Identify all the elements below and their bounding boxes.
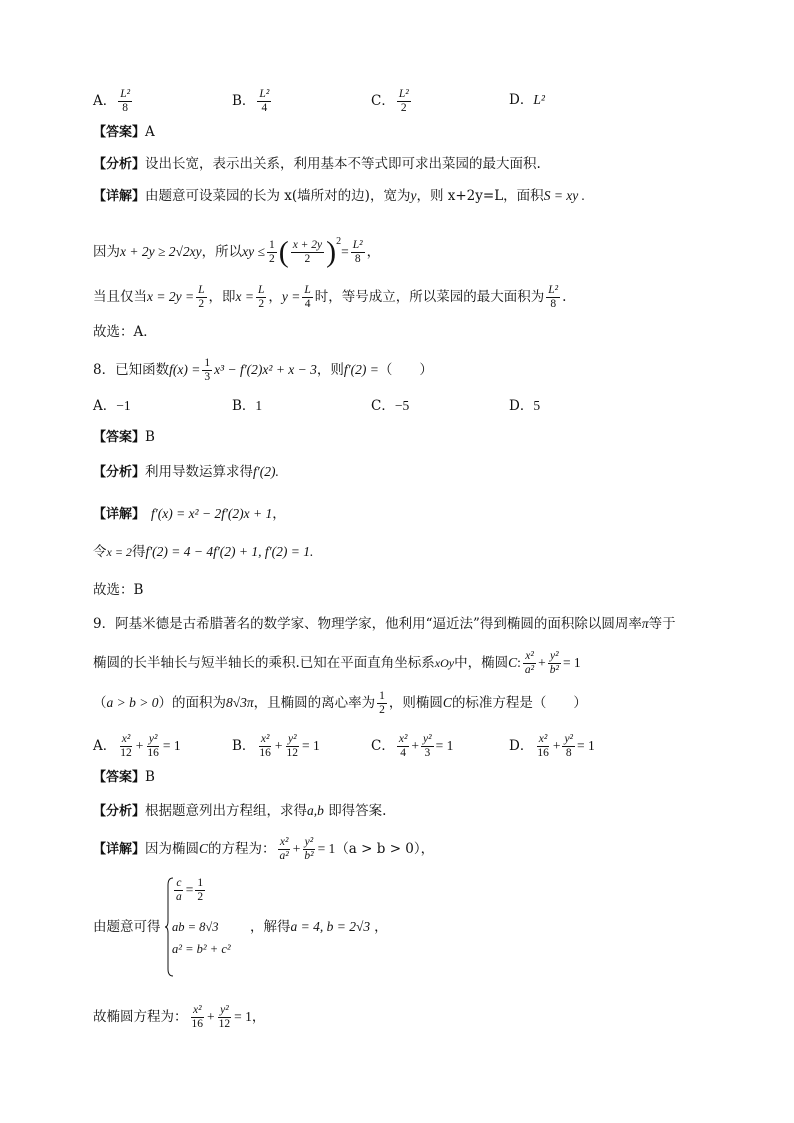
fraction-denominator: a [176, 891, 182, 903]
q9-option-d [509, 733, 595, 760]
detail-text: ， [420, 841, 435, 857]
option-letter: B． [232, 738, 256, 754]
math-op: + [207, 1009, 215, 1024]
math-op: = 1 [577, 738, 595, 753]
math-op: = 1 [435, 738, 454, 753]
detail-text: 的方程为： [208, 841, 276, 857]
math-fraction [257, 733, 273, 760]
q7-option-b [232, 88, 273, 115]
math-fraction [291, 239, 324, 266]
q8-option-d [509, 394, 540, 414]
detail-text: （a > b > 0） [335, 841, 421, 857]
detail-text: 因为椭圆 [145, 841, 200, 857]
q9-detail-line [93, 836, 434, 863]
option-fraction [257, 88, 271, 115]
math-expr: xy ≤ [242, 244, 265, 259]
option-letter: D． [509, 92, 534, 108]
math-fraction [421, 733, 434, 760]
math-expr: f′(2). [253, 464, 279, 479]
q9-stem-line1 [93, 614, 676, 634]
step-text: 时，等号成立，所以菜园的最大面积为 [314, 289, 545, 305]
question-text: ）的面积为 [158, 695, 226, 711]
fraction-numerator: L² [120, 88, 131, 100]
fraction-denominator: 4 [261, 102, 268, 114]
q9-system-prefix [93, 917, 161, 937]
math-fraction [190, 1004, 206, 1031]
analysis-text: 设出长宽，表示出关系，利用基本不等式即可求出菜园的最大面积. [145, 156, 541, 172]
conclusion-text: 故选：B [93, 582, 144, 598]
math-expr: f(x) = [169, 362, 201, 377]
q7-detail-line [93, 186, 585, 207]
math-fraction [278, 836, 291, 863]
exponent: 2 [336, 236, 342, 247]
option-letter: A． [93, 93, 117, 109]
answer-value: B [145, 429, 155, 445]
step-text: ， [374, 919, 388, 935]
fraction-numerator: y² [304, 836, 314, 848]
math-expr: a,b [307, 803, 324, 818]
math-expr: a > b > 0 [106, 695, 159, 710]
fraction-denominator: 4 [400, 747, 406, 759]
fraction-numerator: y² [423, 733, 432, 745]
fraction-numerator: L² [548, 284, 559, 296]
math-fraction [174, 877, 184, 904]
fraction-denominator: 2 [304, 253, 311, 265]
math-op: = 1 [162, 738, 181, 753]
option-value: −5 [394, 398, 410, 413]
fraction-denominator: a² [524, 664, 535, 676]
fraction-numerator: x² [121, 733, 131, 745]
math-expr: ab = 8√3 [172, 920, 219, 934]
math-fraction [217, 1004, 233, 1031]
option-letter: C． [371, 398, 395, 414]
q8-option-b [232, 394, 262, 414]
option-value: 5 [533, 398, 541, 413]
fraction-denominator: 8 [122, 102, 129, 114]
fraction-numerator: x² [398, 733, 408, 745]
q8-analysis-line [93, 462, 279, 483]
fraction-numerator: x² [525, 650, 534, 662]
fraction-denominator: 3 [204, 371, 211, 383]
math-expr: f′(2) = [343, 362, 379, 377]
fraction-denominator: 12 [286, 747, 299, 759]
fraction-numerator: L [257, 284, 265, 296]
q7-answer-line [93, 122, 155, 143]
q9-final-line [93, 1004, 265, 1031]
math-var: C [199, 841, 209, 856]
fraction-numerator: y² [564, 733, 574, 745]
fraction-numerator: x² [192, 1004, 202, 1016]
question-text: ，且椭圆的离心率为 [253, 695, 376, 711]
math-op: + [538, 655, 546, 670]
question-text: 中，椭圆 [454, 655, 509, 671]
fraction-denominator: 2 [268, 253, 275, 265]
q9-system-row3 [172, 939, 231, 959]
math-fraction [302, 284, 312, 311]
detail-text: 由题意可设菜园的长为 x(墙所对的边)，宽为 [145, 188, 411, 204]
fraction-denominator: 12 [120, 747, 132, 759]
fraction-numerator: 1 [268, 239, 275, 251]
math-fraction [267, 239, 277, 266]
fraction-denominator: 16 [147, 747, 159, 759]
option-letter: B． [232, 93, 256, 109]
q7-step2-line [93, 284, 566, 311]
q9-analysis-line [93, 801, 386, 822]
q7-analysis-line [93, 154, 541, 175]
fraction-numerator: y² [148, 733, 158, 745]
fraction-numerator: x² [538, 733, 548, 745]
answer-label: 【答案】 [93, 770, 146, 785]
fraction-numerator: L [304, 284, 311, 296]
option-letter: A． [93, 738, 117, 754]
math-op: = 1 [317, 841, 336, 856]
q8-option-a [93, 394, 131, 414]
math-op: = [341, 244, 349, 259]
math-expr: x + 2y ≥ 2√2xy [120, 244, 202, 259]
fraction-denominator: b² [304, 850, 314, 862]
math-fraction [535, 733, 551, 760]
answer-label: 【答案】 [93, 430, 146, 445]
step-text: ，解得 [250, 919, 291, 935]
analysis-text: 即得答案. [328, 803, 387, 819]
math-op: = 1 [562, 655, 581, 670]
fraction-denominator: 8 [565, 747, 572, 759]
fraction-denominator: 4 [304, 298, 311, 310]
math-fraction [285, 733, 301, 760]
math-expr: 8√3π [225, 695, 254, 710]
math-fraction [397, 733, 410, 760]
question-text: 9．阿基米德是古希腊著名的数学家、物理学家，他利用“逼近法”得到椭圆的面积除以圆周率 [93, 616, 642, 632]
math-expr: y = [281, 289, 301, 304]
math-op: + [411, 738, 420, 753]
detail-text: ， [272, 506, 286, 522]
math-op: + [135, 738, 144, 753]
detail-label: 【详解】 [93, 842, 146, 857]
option-letter: D． [509, 738, 534, 754]
q9-option-b [232, 733, 320, 760]
fraction-denominator: 12 [218, 1018, 231, 1030]
option-value: 1 [255, 398, 263, 413]
fraction-denominator: a² [279, 850, 289, 862]
analysis-text: 根据题意列出方程组，求得 [145, 803, 308, 819]
step-text: 令 [93, 544, 107, 560]
fraction-numerator: L² [398, 88, 409, 100]
math-fraction [256, 284, 266, 311]
math-var: C [508, 655, 518, 670]
fraction-numerator: x + 2y [292, 239, 323, 251]
fraction-numerator: L [198, 284, 205, 296]
option-value: L² [533, 92, 545, 107]
fraction-denominator: 16 [537, 747, 549, 759]
math-var: y [410, 188, 417, 203]
step-text: ， [268, 289, 282, 305]
paren-left: ( [278, 235, 289, 269]
detail-label: 【详解】 [93, 189, 146, 204]
math-fraction [196, 284, 206, 311]
analysis-label: 【分析】 [93, 804, 146, 819]
q9-system-row1 [172, 877, 207, 904]
math-fraction [195, 877, 205, 904]
question-text: （ [93, 695, 107, 711]
step-text: 由题意可得 [93, 919, 161, 935]
math-op: = 1 [302, 738, 320, 753]
detail-text: ，则 x+2y=L，面积 [416, 188, 544, 204]
fraction-denominator: 8 [354, 253, 361, 265]
fraction-denominator: b² [549, 664, 559, 676]
answer-label: 【答案】 [93, 125, 146, 140]
q8-conclusion [93, 580, 143, 600]
q9-stem-line3 [93, 690, 587, 717]
math-expr: a = 4, b = 2√3 [290, 919, 371, 934]
question-text: 8．已知函数 [93, 362, 170, 378]
math-op: + [552, 738, 561, 753]
math-var: C [442, 695, 452, 710]
analysis-label: 【分析】 [93, 465, 146, 480]
question-text: ，则 [316, 362, 344, 378]
question-text: （ ） [378, 362, 433, 378]
step-text: 故椭圆方程为： [93, 1009, 188, 1025]
q8-stem [93, 357, 433, 384]
analysis-text: 利用导数运算求得 [145, 464, 254, 480]
step-text: ， [366, 244, 381, 260]
math-expr: x = 2y = [147, 289, 195, 304]
math-expr: x = [235, 289, 254, 304]
option-letter: C． [371, 93, 395, 109]
q9-answer-line [93, 767, 155, 788]
step-text: 因为 [93, 244, 120, 260]
detail-label: 【详解】 [93, 507, 146, 522]
q9-option-c [371, 733, 453, 760]
math-fraction [302, 836, 315, 863]
math-var: π [641, 616, 649, 631]
fraction-numerator: L² [352, 239, 363, 251]
fraction-denominator: 2 [400, 102, 407, 114]
fraction-numerator: y² [220, 1004, 229, 1016]
math-op: = [185, 882, 194, 897]
math-expr: x = 2 [106, 545, 132, 559]
q7-option-a [93, 88, 134, 115]
q7-option-c [371, 88, 413, 115]
step-text: ，即 [208, 289, 236, 305]
math-expr: f′(2) = 4 − 4f′(2) + 1, f′(2) = 1. [145, 544, 314, 559]
fraction-numerator: c [176, 877, 182, 889]
math-fraction [202, 357, 212, 384]
question-text: 的标准方程是（ ） [451, 695, 587, 711]
q8-step-line [93, 542, 313, 562]
q8-answer-line [93, 427, 155, 448]
math-fraction [377, 690, 387, 717]
fraction-denominator: 8 [550, 298, 557, 310]
step-text: 当且仅当 [93, 289, 147, 305]
option-letter: D． [509, 398, 534, 414]
q9-system-solution [250, 917, 388, 937]
fraction-numerator: x² [279, 836, 289, 848]
math-expr: x³ − f′(2)x² + x − 3 [214, 362, 317, 377]
fraction-denominator: 2 [197, 891, 204, 903]
option-fraction [397, 88, 411, 115]
question-text: 等于 [648, 616, 676, 632]
math-fraction [118, 733, 134, 760]
fraction-denominator: 3 [424, 747, 431, 759]
step-text: ，所以 [201, 244, 243, 260]
math-expr: S = xy . [543, 188, 586, 203]
math-var: xOy [434, 656, 455, 670]
fraction-numerator: y² [550, 650, 559, 662]
step-text: ， [251, 1009, 266, 1025]
fraction-denominator: 16 [191, 1018, 203, 1030]
math-op: = 1 [234, 1009, 252, 1024]
question-text: 椭圆的长半轴长与短半轴长的乘积.已知在平面直角坐标系 [93, 655, 435, 671]
fraction-numerator: 1 [204, 357, 211, 369]
q7-option-d [509, 88, 545, 108]
math-expr: f′(x) = x² − 2f′(2)x + 1 [151, 506, 273, 521]
fraction-denominator: 16 [259, 747, 271, 759]
step-text: . [562, 289, 567, 305]
fraction-numerator: 1 [379, 690, 385, 702]
math-expr: a² = b² + c² [172, 942, 231, 956]
option-letter: C． [371, 738, 395, 754]
q7-step1-line [93, 232, 380, 268]
option-letter: A． [93, 398, 117, 414]
math-op: + [292, 841, 301, 856]
paren-right: ) [326, 235, 337, 269]
q9-stem-line2 [93, 650, 581, 677]
math-fraction [351, 239, 365, 266]
answer-value: A [145, 124, 155, 140]
math-fraction [145, 733, 161, 760]
q9-option-a [93, 733, 181, 760]
math-fraction [562, 733, 575, 760]
q9-system-row2 [172, 917, 219, 937]
fraction-numerator: y² [288, 733, 297, 745]
q8-option-c [371, 394, 409, 414]
answer-value: B [145, 769, 155, 785]
option-value: −1 [116, 398, 131, 413]
math-fraction [548, 650, 561, 677]
fraction-denominator: 2 [258, 298, 265, 310]
conclusion-text: 故选：A． [93, 324, 157, 340]
fraction-denominator: 2 [379, 704, 385, 716]
fraction-numerator: 1 [197, 877, 204, 889]
analysis-label: 【分析】 [93, 157, 146, 172]
math-fraction [546, 284, 560, 311]
fraction-numerator: L² [259, 88, 270, 100]
step-text: 得 [131, 544, 146, 560]
option-fraction [118, 88, 132, 115]
question-text: ，则椭圆 [388, 695, 443, 711]
math-op: : [517, 655, 521, 670]
math-op: + [274, 738, 283, 753]
q7-conclusion [93, 322, 157, 342]
fraction-denominator: 2 [198, 298, 205, 310]
math-fraction [523, 650, 536, 677]
q8-detail-line [93, 504, 286, 525]
fraction-numerator: x² [260, 733, 270, 745]
option-letter: B． [232, 398, 256, 414]
